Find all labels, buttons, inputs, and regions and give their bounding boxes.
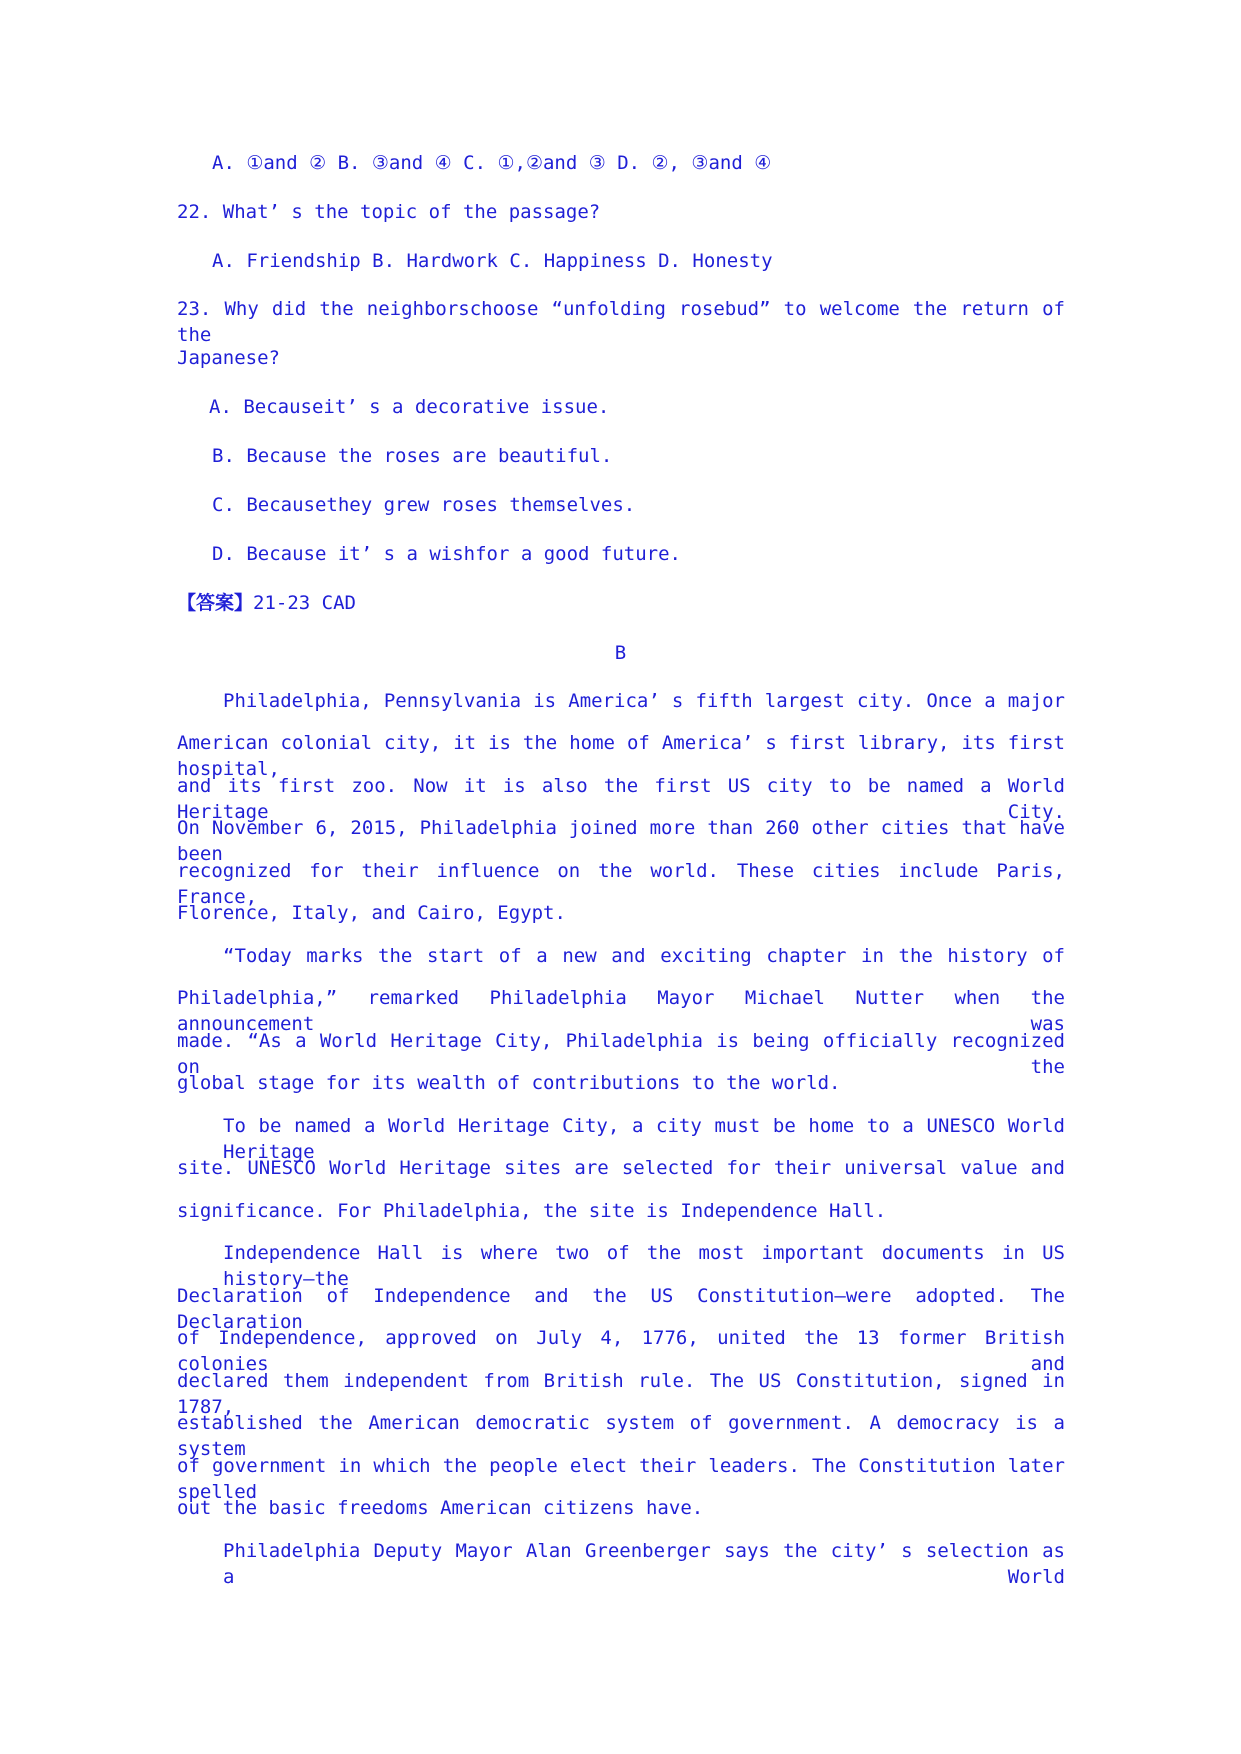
passage-line: Philadelphia Deputy Mayor Alan Greenberger says the city’ s selection as a World bbox=[223, 1540, 1065, 1588]
passage-line: To be named a World Heritage City, a city must be home to a UNESCO World Heritage bbox=[223, 1115, 1065, 1163]
passage-line: significance. For Philadelphia, the site is Independence Hall. bbox=[177, 1200, 887, 1222]
passage-line: recognized for their influence on the world. These cities include Paris, France, bbox=[177, 860, 1065, 908]
passage-line: On November 6, 2015, Philadelphia joined more than 260 other cities that have been bbox=[177, 817, 1065, 865]
section-heading: B bbox=[614, 642, 627, 664]
passage-line: global stage for its wealth of contributions to the world. bbox=[177, 1072, 841, 1094]
q23-option-d: D. Because it’ s a wishfor a good future. bbox=[212, 543, 681, 565]
passage-line: and its first zoo. Now it is also the first US city to be named a World Heritage City. bbox=[177, 775, 1065, 823]
passage-line: Declaration of Independence and the US Constitution—were adopted. The Declaration bbox=[177, 1285, 1065, 1333]
passage-line: site. UNESCO World Heritage sites are selected for their universal value and bbox=[177, 1157, 1065, 1179]
answer-line bbox=[177, 590, 356, 616]
q23-question-line1: 23. Why did the neighborschoose “unfolding rosebud” to welcome the return of the bbox=[177, 298, 1065, 346]
passage-line: out the basic freedoms American citizens have. bbox=[177, 1497, 704, 1519]
answer-text: 21-23 CAD bbox=[253, 592, 356, 614]
q23-option-a: A. Becauseit’ s a decorative issue. bbox=[209, 396, 610, 418]
passage-line: Philadelphia,” remarked Philadelphia Mayor Michael Nutter when the announcement was bbox=[177, 987, 1065, 1035]
passage-line: declared them independent from British rule. The US Constitution, signed in 1787, bbox=[177, 1370, 1065, 1418]
passage-line: of government in which the people elect their leaders. The Constitution later spelled bbox=[177, 1455, 1065, 1503]
passage-line: Florence, Italy, and Cairo, Egypt. bbox=[177, 902, 566, 924]
q23-question-line2: Japanese? bbox=[177, 347, 280, 369]
passage-line: “Today marks the start of a new and exciting chapter in the history of bbox=[223, 945, 1065, 967]
q21-options: A. ①and ② B. ③and ④ C. ①,②and ③ D. ②, ③and ④ bbox=[212, 152, 772, 174]
passage-line: Independence Hall is where two of the most important documents in US history—the bbox=[223, 1242, 1065, 1290]
passage-line: of Independence, approved on July 4, 1776, united the 13 former British colonies and bbox=[177, 1327, 1065, 1375]
q23-option-c: C. Becausethey grew roses themselves. bbox=[212, 494, 636, 516]
q23-option-b: B. Because the roses are beautiful. bbox=[212, 445, 613, 467]
answer-label: 【答案】 bbox=[177, 592, 254, 614]
passage-line: made. “As a World Heritage City, Philadelphia is being officially recognized on the bbox=[177, 1030, 1065, 1078]
passage-line: Philadelphia, Pennsylvania is America’ s fifth largest city. Once a major bbox=[223, 690, 1065, 712]
passage-line: established the American democratic system of government. A democracy is a system bbox=[177, 1412, 1065, 1460]
passage-line: American colonial city, it is the home of America’ s first library, its first hospital, bbox=[177, 732, 1065, 780]
q22-question: 22. What’ s the topic of the passage? bbox=[177, 201, 601, 223]
q22-options: A. Friendship B. Hardwork C. Happiness D. Honesty bbox=[212, 250, 773, 272]
